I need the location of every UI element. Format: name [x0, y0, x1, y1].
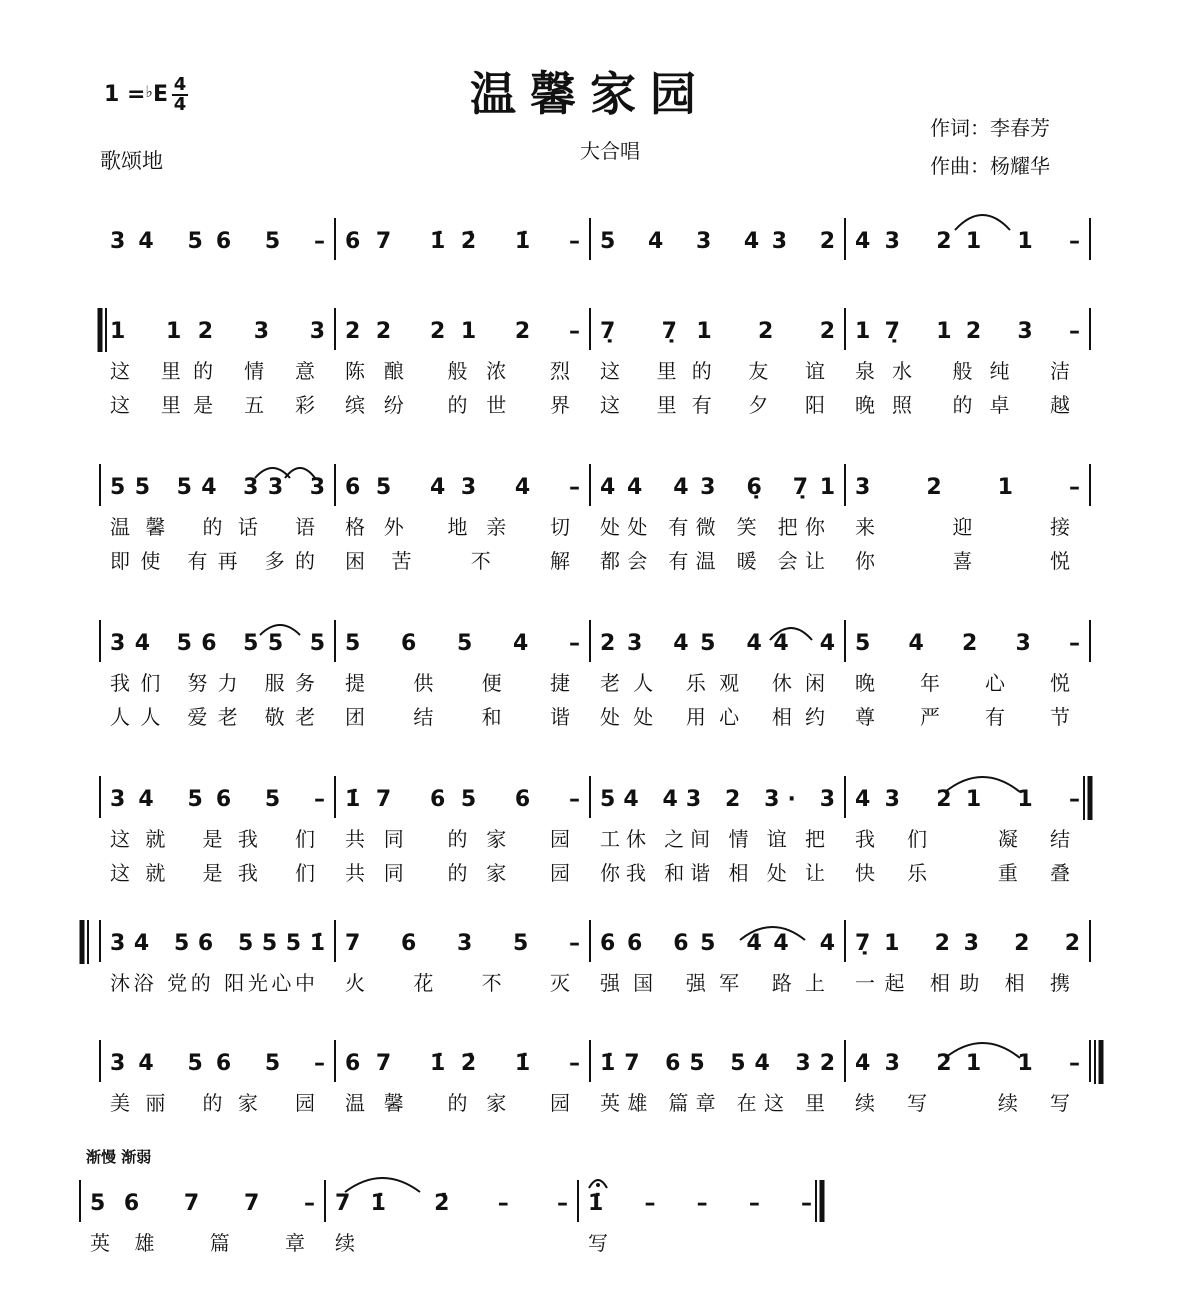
lyric-segment: 续写 续写 — [855, 1091, 1070, 1115]
measure-notes: 43 21 1 – — [855, 229, 1080, 254]
lyric-segment: 美丽 的家 园 — [110, 1091, 315, 1115]
lyric-segment: 沐浴 党的 阳光心中 — [110, 971, 315, 995]
flat-sign: ♭ — [145, 82, 153, 101]
lyric-segment: 快乐 重叠 — [855, 861, 1070, 885]
slur — [945, 1043, 1020, 1058]
measure-notes: 23 45 44 4 — [600, 631, 835, 656]
slur — [945, 777, 1020, 792]
key-note: E — [152, 82, 168, 107]
measure-notes: 67 1̇2̇ 1̇ – — [345, 1051, 580, 1076]
measure-notes: 22 21 2 – — [345, 319, 580, 344]
lyric-segment: 格外 地亲 切 — [345, 515, 570, 539]
measure-notes: 66 65 44 4 — [600, 931, 835, 956]
measure-notes: 7 6 3 5 – — [345, 931, 580, 956]
measure-notes: 34 56 5551̇ — [110, 931, 325, 956]
lyric-segment: 共同 的家 园 — [345, 861, 570, 885]
lyric-segment: 温馨 的话 语 — [110, 515, 315, 539]
lyric-segment: 工休 之间 情 谊 把 — [600, 827, 825, 851]
measure-notes: 7̣1 23 2 2 — [855, 931, 1080, 956]
lyric-segment: 困苦 不 解 — [345, 549, 570, 573]
lyric-segment: 我们 努力 服务 — [110, 671, 315, 695]
measure-notes: 3 2 1 – — [855, 475, 1080, 500]
lyric-segment: 这 里有 夕 阳 — [600, 393, 825, 417]
measure-notes: 34 56 55 5 — [110, 631, 325, 656]
fermata — [596, 1183, 600, 1187]
measure-notes: 1̇ – – – – — [588, 1191, 812, 1216]
measure-notes: 34 56 5 – — [110, 229, 325, 254]
lyric-segment: 泉水 般纯 洁 — [855, 359, 1070, 383]
slur — [345, 1178, 420, 1192]
lyric-segment: 这就 是我 们 — [110, 827, 315, 851]
measure-notes: 65 43 4 – — [345, 475, 580, 500]
lyric-segment: 都会 有温 暖 会让 — [600, 549, 825, 573]
time-numerator: 4 — [173, 74, 187, 95]
lyric-segment: 人人 爱老 敬老 — [110, 705, 315, 729]
lyric-segment: 来 迎 接 — [855, 515, 1070, 539]
slur — [955, 215, 1010, 230]
lyric-segment: 团 结 和 谐 — [345, 705, 570, 729]
lyric-segment: 温馨 的家 园 — [345, 1091, 570, 1115]
dynamics-marking: 渐慢 渐弱 — [86, 1148, 152, 1166]
tempo-marking: 歌颂地 — [100, 149, 163, 173]
measure-notes: 1̇7 65 6 – — [345, 787, 580, 812]
measure-notes: 43 21 1 – — [855, 787, 1080, 812]
measure-notes: 7̣ 7̣1 2 2 — [600, 319, 835, 344]
lyric-segment: 续 — [335, 1231, 355, 1255]
lyric-segment: 你 喜 悦 — [855, 549, 1070, 573]
measure-notes: 67 1̇2̇ 1̇ – — [345, 229, 580, 254]
measure-notes: 43 21 1 – — [855, 1051, 1080, 1076]
lyricist-credit: 作词：李春芳 — [930, 116, 1050, 140]
measure-notes: 54 43 2 3· 3 — [600, 787, 835, 812]
lyric-segment: 陈酿 般浓 烈 — [345, 359, 570, 383]
measure-notes: 1 12 3 3 — [110, 319, 325, 344]
lyric-segment: 火 花 不 灭 — [345, 971, 570, 995]
lyric-segment: 处处 用心 相约 — [600, 705, 825, 729]
measure-notes: 71̇ 2̇ – – — [335, 1191, 568, 1216]
lyric-segment: 晚照 的卓 越 — [855, 393, 1070, 417]
lyric-segment: 这 里是 五 彩 — [110, 393, 315, 417]
lyric-segment: 处处 有微 笑 把你 — [600, 515, 825, 539]
lyric-segment: 你我 和谐 相 处 让 — [600, 861, 825, 885]
lyric-segment: 晚 年 心 悦 — [855, 671, 1070, 695]
lyric-segment: 提 供 便 捷 — [345, 671, 570, 695]
measure-notes: 55 54 33 3 — [110, 475, 325, 500]
lyric-segment: 这就 是我 们 — [110, 861, 315, 885]
lyric-segment: 我们 凝结 — [855, 827, 1070, 851]
lyric-segment: 共同 的家 园 — [345, 827, 570, 851]
measure-notes: 5 4 2 3 – — [855, 631, 1080, 656]
key-prefix: 1 = — [104, 82, 146, 107]
measure-notes: 17̣ 12 3 – — [855, 319, 1080, 344]
measure-notes: 5 4 3 43 2 — [600, 229, 835, 254]
composer-credit: 作曲：杨耀华 — [930, 154, 1050, 178]
song-title: 温馨家园 — [470, 67, 710, 121]
lyric-segment: 老人 乐观 休闲 — [600, 671, 825, 695]
lyric-segment: 缤纷 的世 界 — [345, 393, 570, 417]
lyric-segment: 写 — [588, 1231, 608, 1255]
measure-notes: 34 56 5 – — [110, 1051, 325, 1076]
measure-notes: 34 56 5 – — [110, 787, 325, 812]
lyric-segment: 这 里的 友 谊 — [600, 359, 825, 383]
time-denominator: 4 — [173, 94, 187, 115]
measure-notes: 56 7 7 – — [90, 1191, 315, 1216]
lyric-segment: 强国 强军 路上 — [600, 971, 825, 995]
lyric-segment: 这 里的 情 意 — [110, 359, 315, 383]
subtitle: 大合唱 — [580, 139, 640, 163]
lyric-segment: 一起 相助 相 携 — [855, 971, 1070, 995]
lyric-segment: 英雄 篇章 在这 里 — [600, 1091, 825, 1115]
lyric-segment: 即使 有再 多的 — [110, 549, 315, 573]
lyric-segment: 英雄 篇 章 — [90, 1231, 305, 1255]
measure-notes: 1̇7 65 54 32 — [600, 1051, 835, 1076]
lyric-segment: 尊 严 有 节 — [855, 705, 1070, 729]
measure-notes: 5 6 5 4 – — [345, 631, 580, 656]
measure-notes: 44 43 6̣ 7̣1 — [600, 475, 835, 500]
